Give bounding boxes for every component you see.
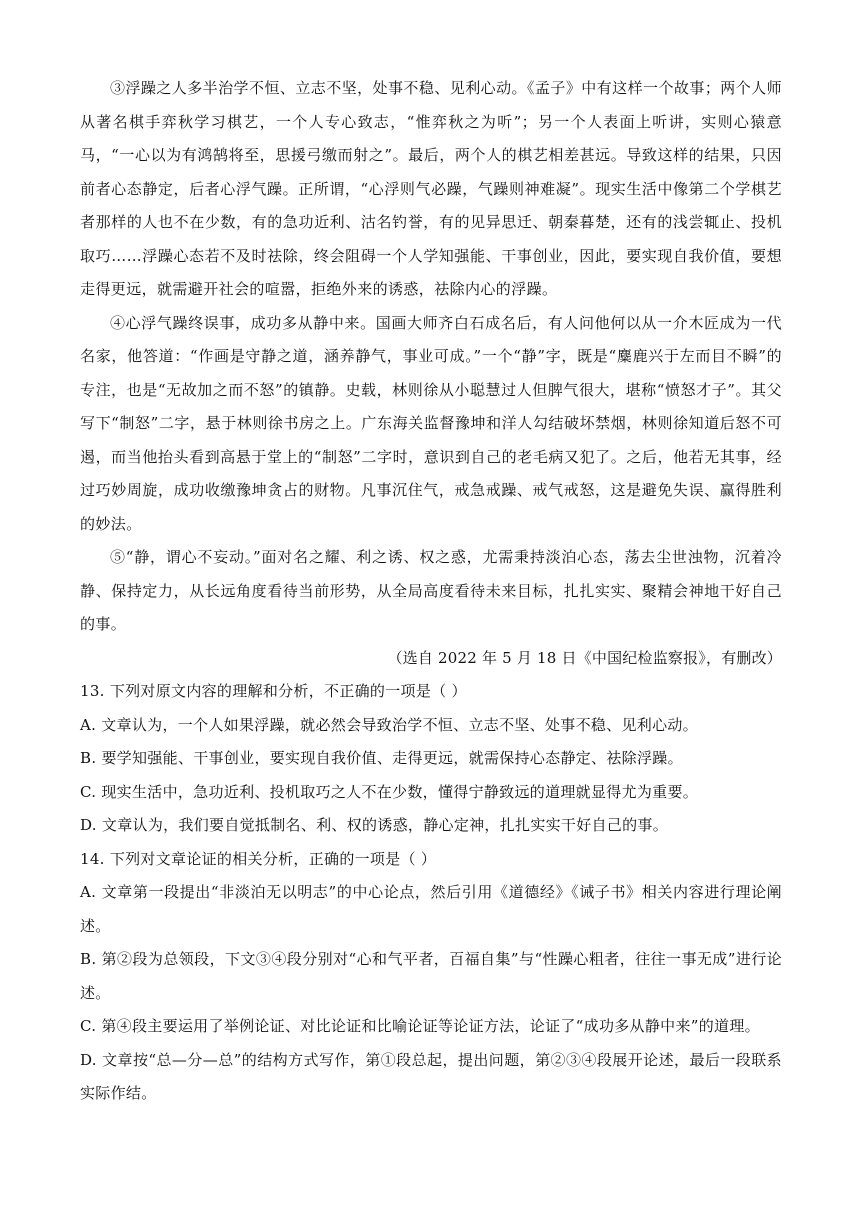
- paragraph-3: ③浮躁之人多半治学不恒、立志不坚，处事不稳、见利心动。《孟子》中有这样一个故事；两个人师从著名棋手弈秋学习棋艺，一个人专心致志，“惟弈秋之为听”；另一个人表面上听讲，实则心猿意马，“一心以为有鸿鹄将至，思援弓缴而射之”。最后，两个人的棋艺相差甚远。导致这样的结果，只因前者心态静定，后者心浮气躁。正所谓，“心浮则气必躁，气躁则神难凝”。现实生活中像第二个学棋艺者那样的人也不在少数，有的急功近利、沽名钓誉，有的见异思迁、朝秦暮楚，还有的浅尝辄止、投机取巧……浮躁心态若不及时祛除，终会阻碍一个人学知强能、干事创业，因此，要实现自我价值，要想走得更远，就需避开社会的喧嚣，拒绝外来的诱惑，祛除内心的浮躁。: [80, 79, 782, 298]
- question-13-option-b: B. 要学知强能、干事创业，要实现自我价值、走得更远，就需保持心态静定、祛除浮躁。: [80, 749, 683, 767]
- paragraph-4: ④心浮气躁终误事，成功多从静中来。国画大师齐白石成名后，有人问他何以从一介木匠成为一代名家，他答道：“作画是守静之道，涵养静气，事业可成。”一个“静”字，既是“麋鹿兴于左而目不瞬”的专注，也是“无故加之而不怒”的镇静。史载，林则徐从小聪慧过人但脾气很大，堪称“愤怒才子”。其父写下“制怒”二字，悬于林则徐书房之上。广东海关监督豫坤和洋人勾结破坏禁烟，林则徐知道后怒不可遏，而当他抬头看到高悬于堂上的“制怒”二字时，意识到自己的老毛病又犯了。之后，他若无其事，经过巧妙周旋，成功收缴豫坤贪占的财物。凡事沉住气，戒急戒躁、戒气戒怒，这是避免失误、赢得胜利的妙法。: [80, 313, 782, 533]
- question-14-stem: 14. 下列对文章论证的相关分析，正确的一项是（ ）: [80, 849, 437, 868]
- question-14-option-c: C. 第④段主要运用了举例论证、对比论证和比喻论证等论证方法，论证了“成功多从静中来”的道理。: [80, 1017, 760, 1035]
- source-citation: （选自 2022 年 5 月 18 日《中国纪检监察报》，有删改）: [387, 648, 782, 667]
- question-13-option-a: A. 文章认为，一个人如果浮躁，就必然会导致治学不恒、立志不坚、处事不稳、见利心动。: [80, 715, 698, 734]
- question-13-stem: 13. 下列对原文内容的理解和分析，不正确的一项是（ ）: [80, 682, 467, 700]
- question-13-option-d: D. 文章认为，我们要自觉抵制名、利、权的诱惑，静心定神，扎扎实实干好自己的事。: [80, 816, 669, 834]
- document-content: [80, 72, 782, 1111]
- question-13: [80, 675, 782, 843]
- paragraph-5: ⑤“静，谓心不妄动。”面对名之耀、利之诱、权之惑，尤需秉持淡泊心态，荡去尘世浊物，沉着冷静、保持定力，从长远角度看待当前形势，从全局高度看待未来目标，扎扎实实、聚精会神地干好自己的事。: [80, 548, 782, 633]
- question-14-option-a: A. 文章第一段提出“非淡泊无以明志”的中心论点，然后引用《道德经》《诫子书》相关内容进行理论阐述。: [80, 883, 782, 935]
- question-14-option-b: B. 第②段为总领段，下文③④段分别对“心和气平者，百福自集”与“性躁心粗者，往往一事无成”进行论述。: [80, 950, 782, 1002]
- question-13-option-c: C. 现实生活中，急功近利、投机取巧之人不在少数，懂得宁静致远的道理就显得尤为重要。: [80, 782, 699, 801]
- question-14: [80, 843, 782, 1111]
- question-14-option-d: D. 文章按“总—分—总”的结构方式写作，第①段总起，提出问题，第②③④段展开论述，最后一段联系实际作结。: [80, 1050, 782, 1102]
